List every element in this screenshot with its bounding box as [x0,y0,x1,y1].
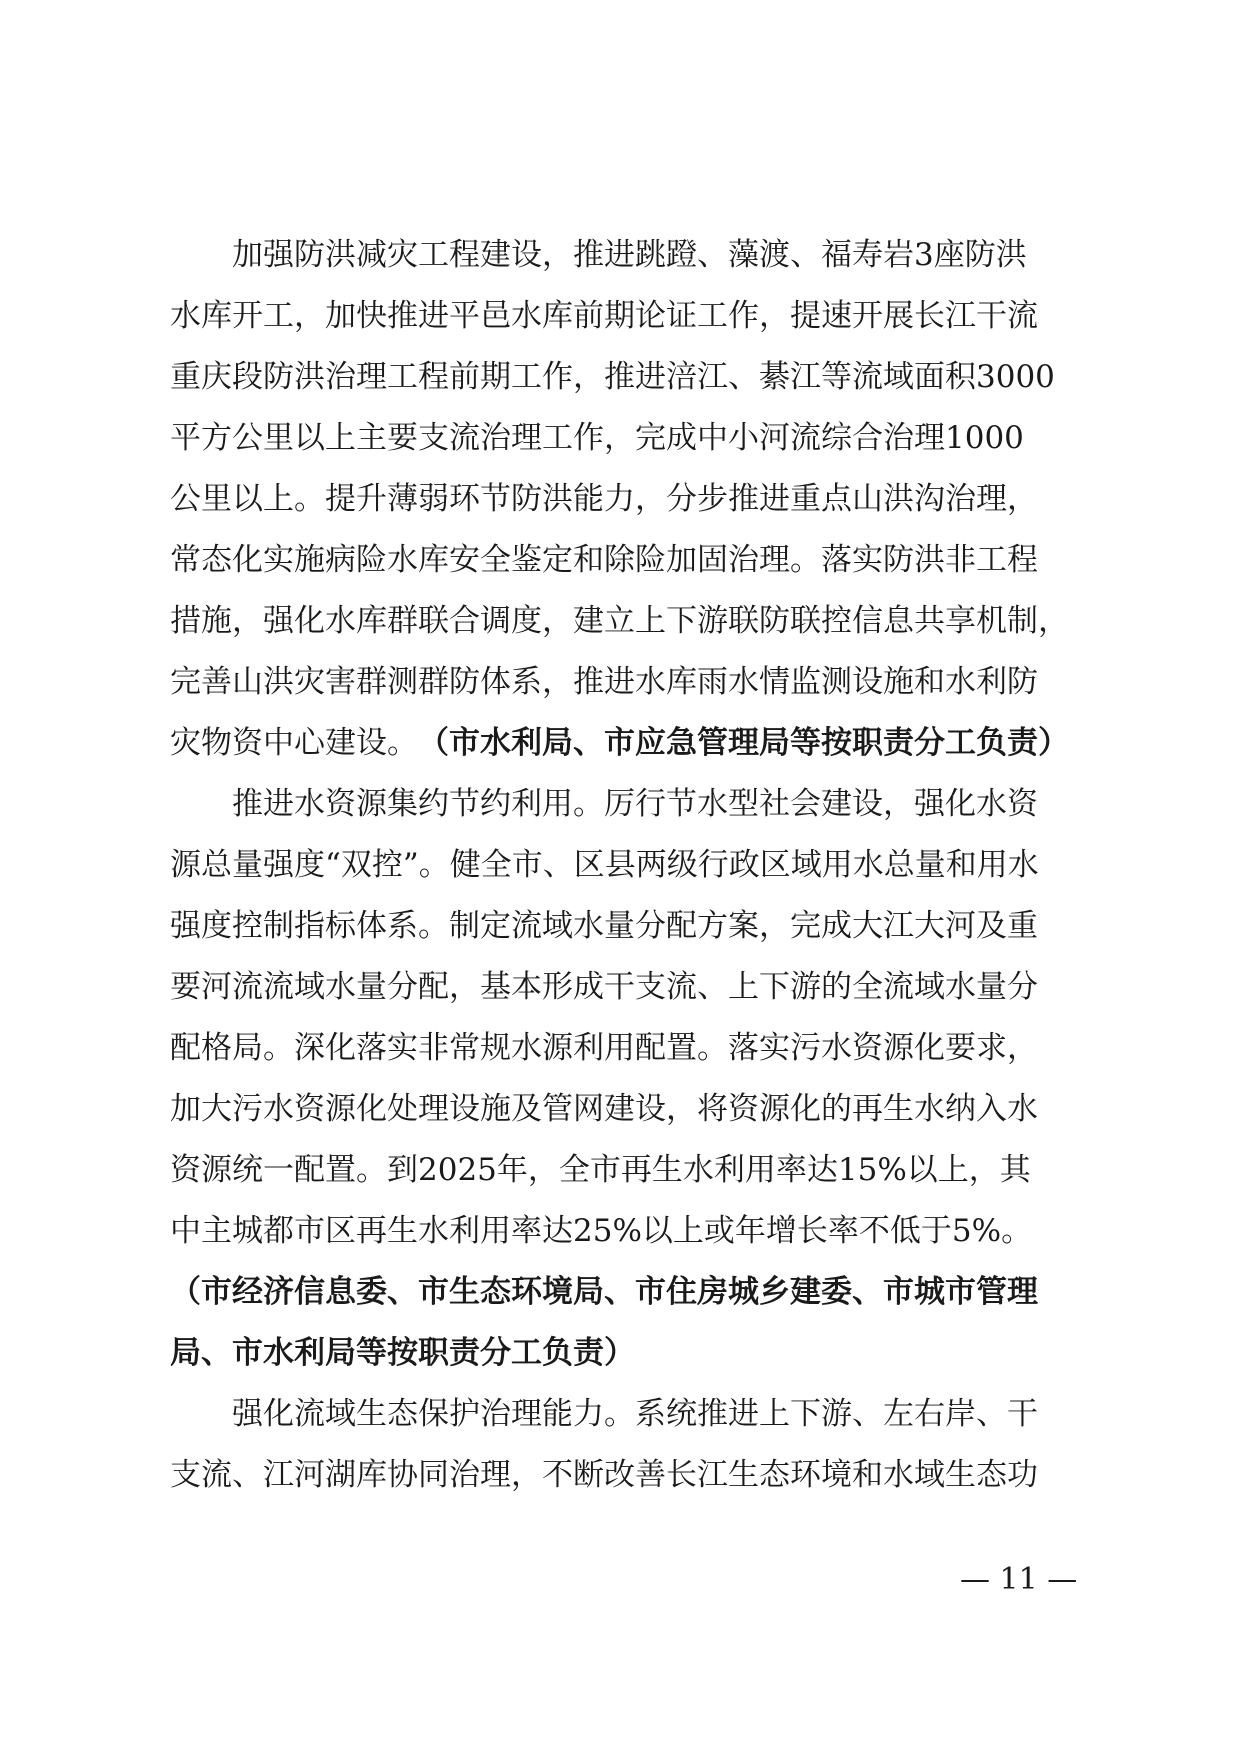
paragraph-2-line-3: 强度控制指标体系。制定流域水量分配方案，完成大江大河及重 [170,908,1038,944]
paragraph-2-line-2: 源总量强度“双控”。健全市、区县两级行政区域用水总量和用水 [170,847,1039,883]
paragraph-1-line-4: 平方公里以上主要支流治理工作，完成中小河流综合治理1000 [170,420,1024,456]
paragraph-1-line-5: 公里以上。提升薄弱环节防洪能力，分步推进重点山洪沟治理， [170,481,1038,517]
paragraph-2-line-8: 中主城都市区再生水利用率达25%以上或年增长率不低于5%。 [170,1213,1033,1249]
paragraph-1-closing-text: 灾物资中心建设。 [170,725,418,761]
page-number: — 11 — [960,1562,1078,1597]
paragraph-3-line-1: 强化流域生态保护治理能力。系统推进上下游、左右岸、干 [232,1396,1038,1432]
paragraph-3-line-2: 支流、江河湖库协同治理，不断改善长江生态环境和水域生态功 [170,1457,1038,1493]
paragraph-1-line-1: 加强防洪减灾工程建设，推进跳蹬、藻渡、福寿岩3座防洪 [232,237,1027,273]
paragraph-2-line-7: 资源统一配置。到2025年，全市再生水利用率达15%以上，其 [170,1152,1031,1188]
paragraph-1-responsibility: （市水利局、市应急管理局等按职责分工负责） [418,725,1069,761]
paragraph-1-line-3: 重庆段防洪治理工程前期工作，推进涪江、綦江等流域面积3000 [170,359,1055,395]
paragraph-1-line-2: 水库开工，加快推进平邑水库前期论证工作，提速开展长江干流 [170,298,1038,334]
paragraph-2-line-4: 要河流流域水量分配，基本形成干支流、上下游的全流域水量分 [170,969,1038,1005]
paragraph-1-line-6: 常态化实施病险水库安全鉴定和除险加固治理。落实防洪非工程 [170,542,1038,578]
paragraph-2-responsibility-line-2: 局、市水利局等按职责分工负责） [170,1335,635,1371]
paragraph-1-line-7: 措施，强化水库群联合调度，建立上下游联防联控信息共享机制， [170,603,1069,639]
paragraph-2-line-5: 配格局。深化落实非常规水源利用配置。落实污水资源化要求， [170,1030,1038,1066]
paragraph-2-line-1: 推进水资源集约节约利用。厉行节水型社会建设，强化水资 [232,786,1038,822]
paragraph-2-line-6: 加大污水资源化处理设施及管网建设，将资源化的再生水纳入水 [170,1091,1038,1127]
paragraph-2-responsibility-line-1: （市经济信息委、市生态环境局、市住房城乡建委、市城市管理 [170,1274,1038,1310]
paragraph-1-line-8: 完善山洪灾害群测群防体系，推进水库雨水情监测设施和水利防 [170,664,1038,700]
paragraph-1-line-9 [170,713,1092,774]
body-text [170,225,1092,1506]
